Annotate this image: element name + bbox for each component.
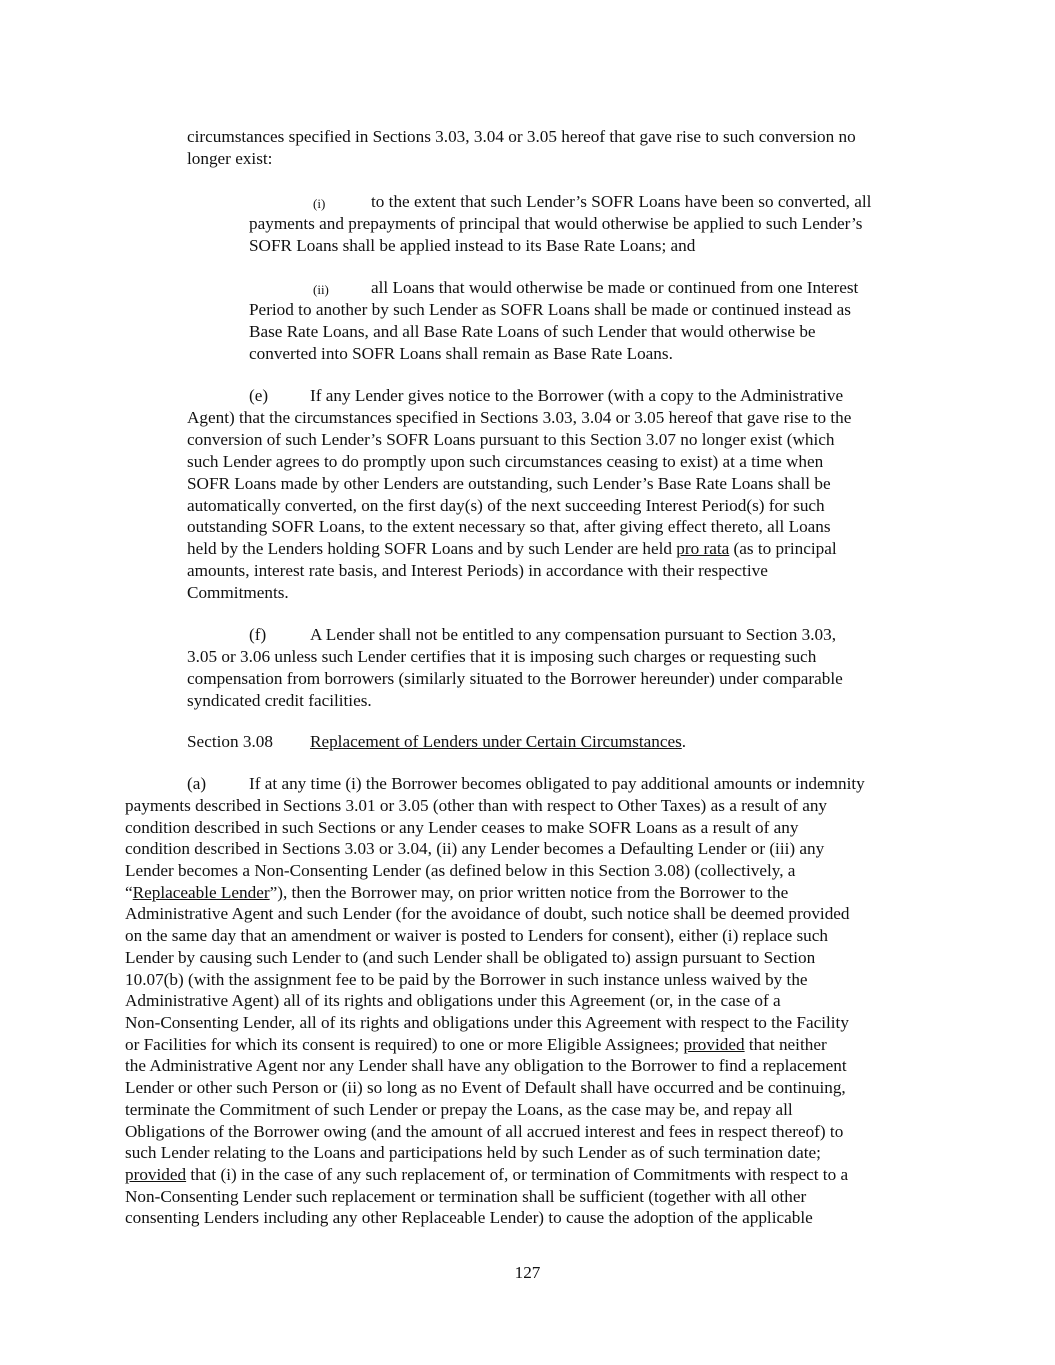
provided-term-1: provided xyxy=(683,1035,745,1054)
para-a-line-13 xyxy=(125,1034,827,1056)
para-a-line-8: on the same day that an amendment or waiver is posted to Lenders for consent), either (i) replace such xyxy=(125,926,829,945)
para-a-line-13-text-a: or Facilities for which its consent is required) to one or more Eligible Assignees; xyxy=(125,1035,684,1054)
item-i-line-3: SOFR Loans shall be applied instead to its Base Rate Loans; and xyxy=(249,236,696,255)
para-f-line-2: 3.05 or 3.06 unless such Lender certifies that it is imposing such charges or requesting such xyxy=(187,647,817,666)
para-e-line-4: such Lender agrees to do promptly upon such circumstances ceasing to exist) at a time when xyxy=(187,452,824,471)
para-e-line-7: outstanding SOFR Loans, to the extent necessary so that, after giving effect thereto, all Loans xyxy=(187,517,831,536)
section-title-period: . xyxy=(681,732,687,751)
para-e-marker: (e) xyxy=(249,386,269,405)
para-e-line-9: amounts, interest rate basis, and Interest Periods) in accordance with their respective xyxy=(187,561,768,580)
section-number: Section 3.08 xyxy=(187,732,273,751)
para-e-line-1: If any Lender gives notice to the Borrower (with a copy to the Administrative xyxy=(310,386,844,405)
para-a-line-16: terminate the Commitment of such Lender or prepay the Loans, as the case may be, and repay all xyxy=(125,1100,793,1119)
para-a-line-19 xyxy=(125,1164,848,1186)
para-e-line-10: Commitments. xyxy=(187,583,289,602)
para-f-line-3: compensation from borrowers (similarly situated to the Borrower hereunder) under comparable xyxy=(187,669,843,688)
para-e-line-8-text-a: held by the Lenders holding SOFR Loans and by such Lender are held xyxy=(187,539,677,558)
para-a-line-20: Non-Consenting Lender such replacement or termination shall be sufficient (together with all other xyxy=(125,1187,807,1206)
replaceable-lender-term: Replaceable Lender xyxy=(132,883,270,902)
page-number: 127 xyxy=(514,1263,541,1282)
para-a-line-5: Lender becomes a Non-Consenting Lender (as defined below in this Section 3.08) (collectively, a xyxy=(125,861,796,880)
intro-line-2: longer exist: xyxy=(187,149,273,168)
para-f-line-4: syndicated credit facilities. xyxy=(187,691,372,710)
para-a-line-19-text-b: that (i) in the case of any such replacement of, or termination of Commitments with respect to a xyxy=(186,1165,849,1184)
para-a-line-6 xyxy=(125,882,788,904)
para-a-line-9: Lender by causing such Lender to (and such Lender shall be obligated to) assign pursuant to Section xyxy=(125,948,816,967)
para-a-line-12: Non-Consenting Lender, all of its rights and obligations under this Agreement with respect to the Facility xyxy=(125,1013,849,1032)
para-a-line-1: If at any time (i) the Borrower becomes obligated to pay additional amounts or indemnity xyxy=(249,774,865,793)
para-a-line-11: Administrative Agent) all of its rights and obligations under this Agreement (or, in the case of a xyxy=(125,991,781,1010)
para-e-line-3: conversion of such Lender’s SOFR Loans pursuant to this Section 3.07 no longer exist (which xyxy=(187,430,835,449)
para-a-line-17: Obligations of the Borrower owing (and the amount of all accrued interest and fees in respect thereof) to xyxy=(125,1122,844,1141)
para-e-line-6: automatically converted, on the first day(s) of the next succeeding Interest Period(s) for such xyxy=(187,496,825,515)
para-e-line-8-text-c: (as to principal xyxy=(729,539,837,558)
para-a-line-6-open-quote: “ xyxy=(125,883,133,902)
para-a-line-6-text-c: ”), then the Borrower may, on prior written notice from the Borrower to the xyxy=(269,883,789,902)
para-a-line-4: condition described in Sections 3.03 or 3.04, (ii) any Lender becomes a Defaulting Lender or (iii) any xyxy=(125,839,825,858)
para-e-line-2: Agent) that the circumstances specified in Sections 3.03, 3.04 or 3.05 hereof that gave rise to the xyxy=(187,408,852,427)
para-a-line-18: such Lender relating to the Loans and participations held by such Lender as of such termination date; xyxy=(125,1143,821,1162)
para-a-line-3: condition described in such Sections or any Lender ceases to make SOFR Loans as a result of any xyxy=(125,818,799,837)
item-i-line-1: to the extent that such Lender’s SOFR Loans have been so converted, all xyxy=(371,192,872,211)
para-a-line-14: the Administrative Agent nor any Lender shall have any obligation to the Borrower to find a replacement xyxy=(125,1056,847,1075)
para-a-line-7: Administrative Agent and such Lender (for the avoidance of doubt, such notice shall be deemed provided xyxy=(125,904,850,923)
para-f-line-1: A Lender shall not be entitled to any compensation pursuant to Section 3.03, xyxy=(310,625,837,644)
item-ii-marker: (ii) xyxy=(313,282,329,297)
item-ii-line-3: Base Rate Loans, and all Base Rate Loans of such Lender that would otherwise be xyxy=(249,322,816,341)
para-a-line-2: payments described in Sections 3.01 or 3.05 (other than with respect to Other Taxes) as a result of any xyxy=(125,796,828,815)
para-a-line-21: consenting Lenders including any other Replaceable Lender) to cause the adoption of the applicable xyxy=(125,1208,813,1227)
intro-line-1: circumstances specified in Sections 3.03, 3.04 or 3.05 hereof that gave rise to such conversion no xyxy=(187,127,856,146)
para-a-line-13-text-c: that neither xyxy=(744,1035,827,1054)
item-ii-line-1: all Loans that would otherwise be made or continued from one Interest xyxy=(371,278,859,297)
item-ii-line-4: converted into SOFR Loans shall remain as Base Rate Loans. xyxy=(249,344,673,363)
item-i-marker: (i) xyxy=(313,196,326,211)
section-title: Replacement of Lenders under Certain Circumstances xyxy=(310,732,682,751)
section-title-line xyxy=(310,731,686,753)
para-a-line-15: Lender or other such Person or (ii) so long as no Event of Default shall have occurred and be continuing, xyxy=(125,1078,846,1097)
item-i-line-2: payments and prepayments of principal that would otherwise be applied to such Lender’s xyxy=(249,214,863,233)
item-ii-line-2: Period to another by such Lender as SOFR Loans shall be made or continued instead as xyxy=(249,300,851,319)
para-e-line-8 xyxy=(187,538,837,560)
para-a-marker: (a) xyxy=(187,774,207,793)
para-e-line-5: SOFR Loans made by other Lenders are outstanding, such Lender’s Base Rate Loans shall be xyxy=(187,474,831,493)
provided-term-2: provided xyxy=(125,1165,187,1184)
para-f-marker: (f) xyxy=(249,625,267,644)
pro-rata-term: pro rata xyxy=(676,539,730,558)
para-a-line-10: 10.07(b) (with the assignment fee to be paid by the Borrower in such instance unless waived by the xyxy=(125,970,808,989)
